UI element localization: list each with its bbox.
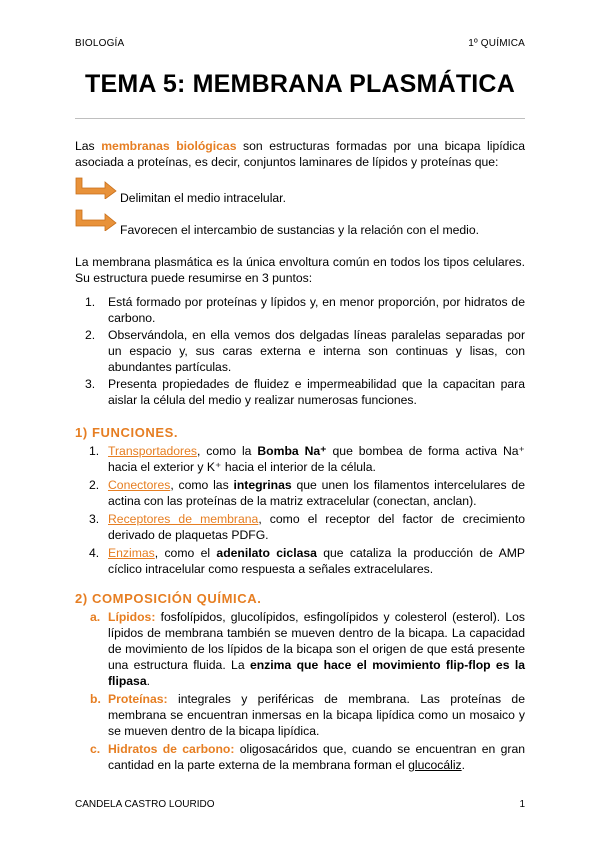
list-item: a. Lípidos: fosfolípidos, glucolípidos, esfingolípidos y colesterol (esterol). Los lípidos de membrana también se mueven dentro de la bicapa. La capacidad de movimiento de los lípidos de la bicapa son el origen de que está presente una estructura fluida. La enzima que hace el movimiento flip-flop es la flipasa. xyxy=(90,610,525,688)
structure-paragraph: La membrana plasmática es la única envoltura común en todos los tipos celulares. Su estructura puede resumirse en 3 puntos: xyxy=(75,255,525,285)
term-link[interactable]: Transportadores xyxy=(108,444,197,458)
arrow-item-1: Delimitan el medio intracelular. xyxy=(120,191,286,205)
list-item: 2. Observándola, en ella vemos dos delgadas líneas paralelas separadas por un espacio y, sus caras externa e interna son continuas y lisas, con abundantes partículas. xyxy=(85,328,525,374)
arrow-right-icon xyxy=(75,177,117,199)
list-item: 1. Está formado por proteínas y lípidos y, en menor proporción, por hidratos de carbono. xyxy=(85,295,525,325)
list-item: 4. Enzimas, como el adenilato ciclasa que cataliza la producción de AMP cíclico intracelular como respuesta a señales extracelulares. xyxy=(89,546,525,576)
page-title: TEMA 5: MEMBRANA PLASMÁTICA xyxy=(85,70,515,98)
list-item: c. Hidratos de carbono: oligosacáridos que, cuando se encuentran en gran cantidad en la parte externa de la membrana forman el glucocáliz. xyxy=(90,742,525,772)
section-heading-composicion: 2) COMPOSICIÓN QUÍMICA. xyxy=(75,591,262,606)
term-link[interactable]: Receptores de membrana xyxy=(108,512,259,526)
intro-highlight: membranas biológicas xyxy=(101,139,237,153)
title-divider xyxy=(75,118,525,119)
section-heading-funciones: 1) FUNCIONES. xyxy=(75,425,179,440)
intro-post: son estructuras formadas por una bicapa lipídica asociada a proteínas, es decir, conjuntos laminares de lípidos y proteínas que: xyxy=(75,139,525,169)
header-subject: BIOLOGÍA xyxy=(75,38,125,49)
composition-list xyxy=(75,609,525,775)
list-item: 3. Receptores de membrana, como el receptor del factor de crecimiento derivado de plaquetas PDFG. xyxy=(89,512,525,542)
intro-paragraph xyxy=(75,138,525,170)
footer-author: CANDELA CASTRO LOURIDO xyxy=(75,799,215,810)
intro-pre: Las xyxy=(75,139,102,153)
header-course: 1º QUÍMICA xyxy=(468,38,525,49)
term-link[interactable]: Enzimas xyxy=(108,546,155,560)
page-number: 1 xyxy=(519,799,525,810)
list-item: 1. Transportadores, como la Bomba Na⁺ que bombea de forma activa Na⁺ hacia el exterior y K⁺ hacia el interior de la célula. xyxy=(89,444,525,474)
structure-points-list xyxy=(75,294,525,409)
list-item: 3. Presenta propiedades de fluidez e impermeabilidad que la capacitan para aislar la célula del medio y realizar numerosas funciones. xyxy=(85,377,525,407)
functions-list xyxy=(75,443,525,579)
arrow-right-icon xyxy=(75,209,117,231)
term-link[interactable]: Conectores xyxy=(108,478,171,492)
list-item: 2. Conectores, como las integrinas que unen los filamentos intercelulares de actina con las proteínas de la matriz extracelular (conectan, anclan). xyxy=(89,478,525,508)
arrow-item-2: Favorecen el intercambio de sustancias y la relación con el medio. xyxy=(120,223,480,237)
list-item: b. Proteínas: integrales y periféricas de membrana. Las proteínas de membrana se encuentran inmersas en la bicapa lipídica como un mosaico y se mueven dentro de la bicapa lipídica. xyxy=(90,692,525,738)
